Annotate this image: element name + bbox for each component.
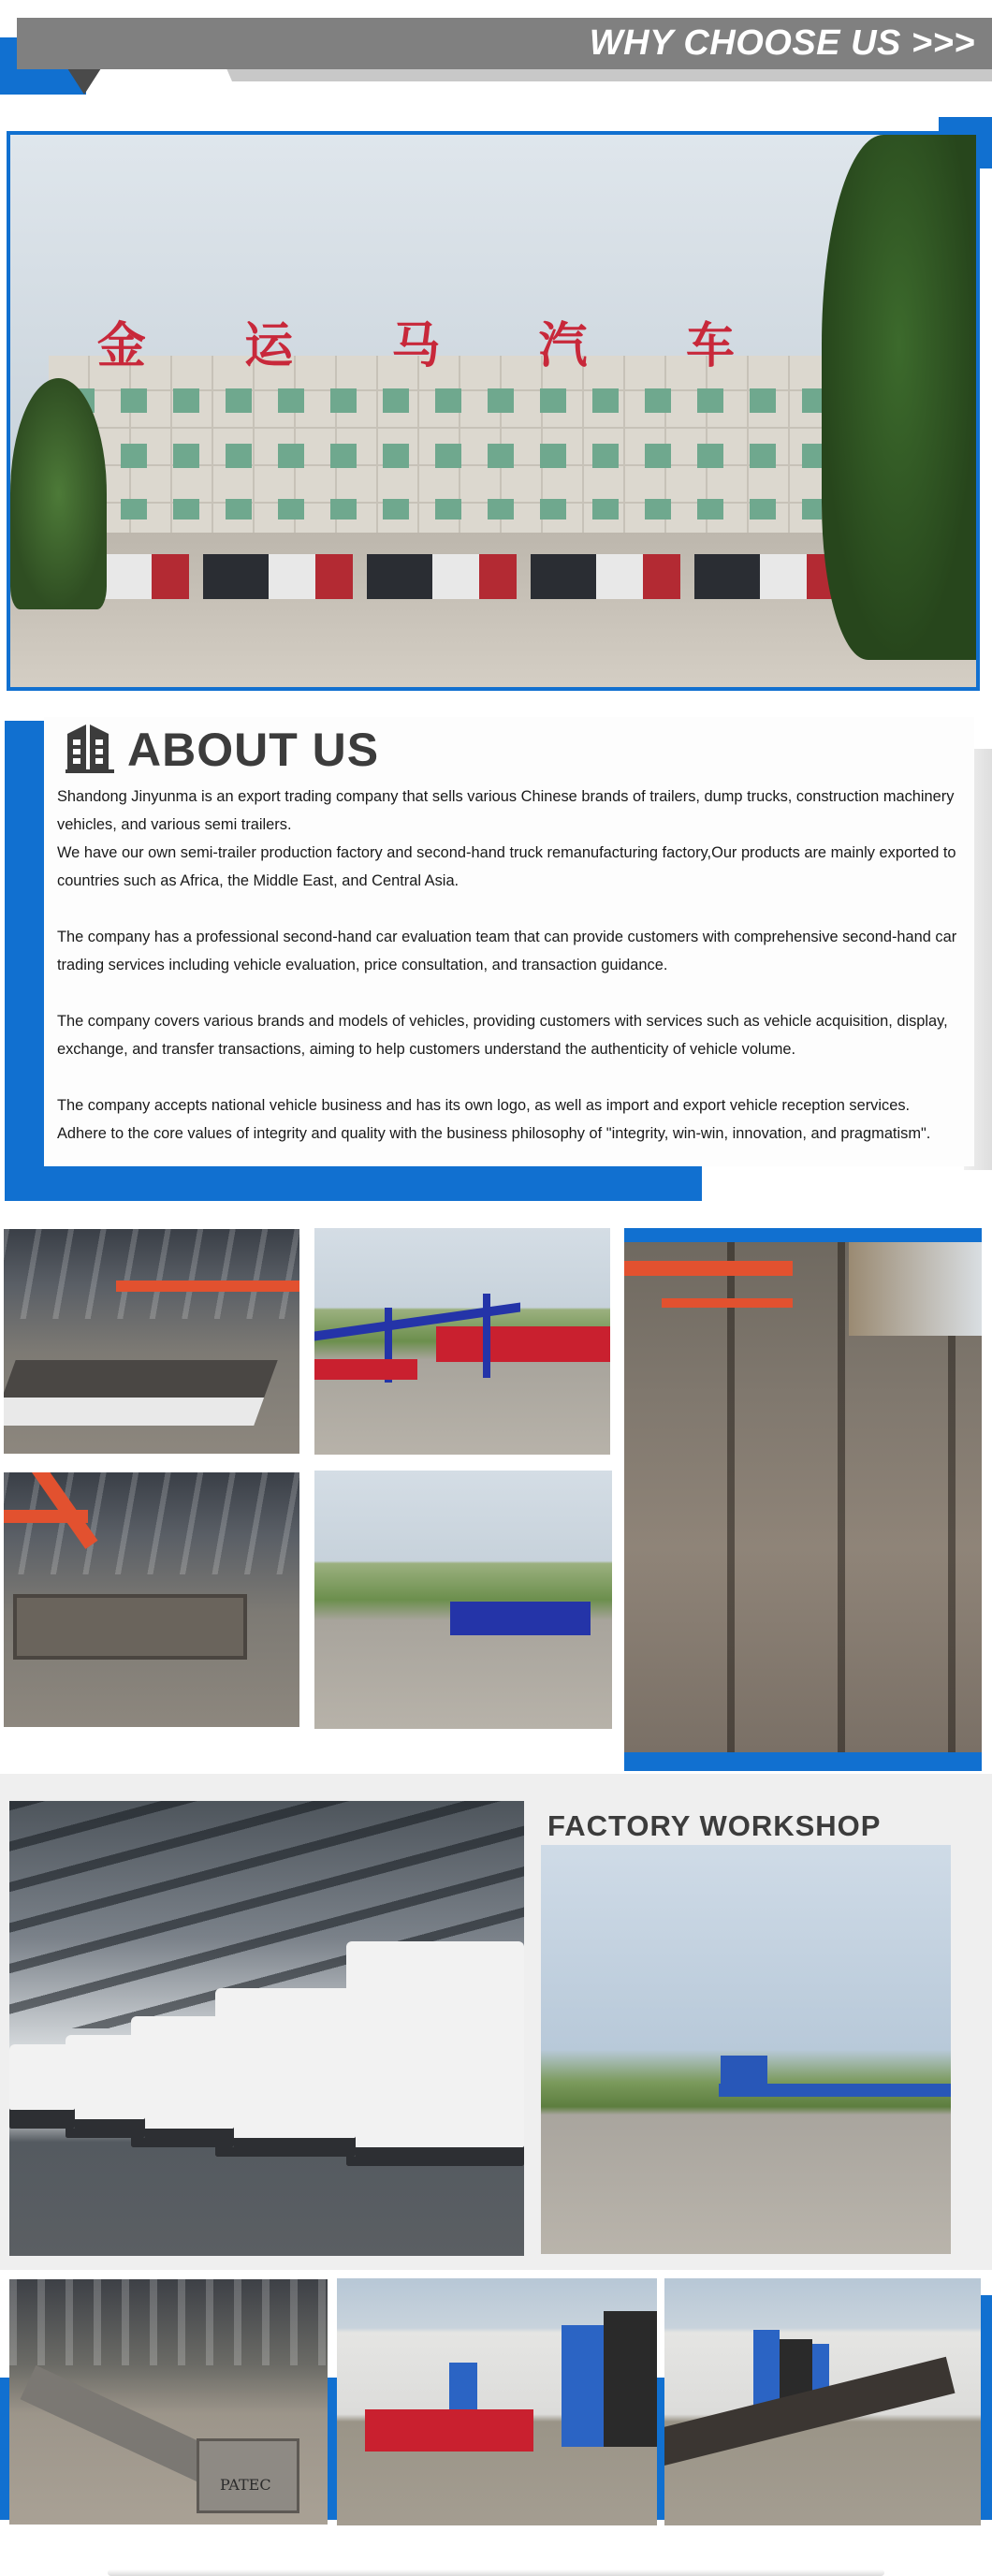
building-icon xyxy=(66,721,114,778)
gallery-photo-laser-cutter xyxy=(4,1229,299,1454)
about-paragraph: Shandong Jinyunma is an export trading company that sells various Chinese brands of trailers, dump trucks, construction machinery vehicles, and various semi trailers. xyxy=(57,788,955,833)
about-blue-bar xyxy=(5,721,44,1201)
factory-photo-trucks xyxy=(9,1801,524,2256)
factory-workshop-title: FACTORY WORKSHOP xyxy=(547,1809,882,1842)
gallery-photo-car-carrier xyxy=(314,1228,610,1455)
bottom-photo-frame-fabrication xyxy=(9,2279,328,2525)
about-header xyxy=(66,721,379,778)
about-paragraph: We have our own semi-trailer production factory and second-hand truck remanufacturing factory,Our products are mainly exported to countries such as Africa, the Middle East, and Central Asia. xyxy=(57,844,956,889)
about-text xyxy=(57,783,970,1148)
patec-label: PATEC xyxy=(220,2476,271,2494)
about-paragraph: The company accepts national vehicle business and has its own logo, as well as import and export vehicle reception services. xyxy=(57,1097,911,1114)
why-choose-us-title: WHY CHOOSE US >>> xyxy=(589,23,975,63)
bottom-photo-trailer-chassis xyxy=(664,2278,981,2525)
about-paragraph: The company has a professional second-hand car evaluation team that can provide customers with comprehensive second-hand car trading services including vehicle evaluation, price consultation, and transaction guidance. xyxy=(57,929,957,973)
factory-photo-lowbed xyxy=(541,1845,951,2254)
banner-shadow-strip xyxy=(226,68,992,81)
bottom-photo-red-trailer xyxy=(337,2278,657,2525)
about-paragraph: Adhere to the core values of integrity and quality with the business philosophy of "integrity, win-win, innovation, and pragmatism". xyxy=(57,1125,931,1142)
about-blue-footer-bar xyxy=(5,1165,702,1201)
gallery-photo-lowbed-trailer xyxy=(314,1471,612,1729)
about-paragraph: The company covers various brands and models of vehicles, providing customers with services such as vehicle acquisition, display, exchange, and transfer transactions, aiming to help customers understand the authenticity of vehicle volume. xyxy=(57,1013,948,1058)
roof-sign: 金 运 马 汽 车 xyxy=(96,316,735,374)
gallery-photo-steel-beams xyxy=(4,1472,299,1727)
banner-dark-triangle xyxy=(67,68,101,95)
gallery-photo-steel-plates xyxy=(624,1242,982,1752)
about-title: ABOUT US xyxy=(127,723,380,776)
parked-cars xyxy=(39,554,927,598)
hero-building-photo xyxy=(7,131,980,691)
why-choose-us-banner xyxy=(17,18,992,69)
